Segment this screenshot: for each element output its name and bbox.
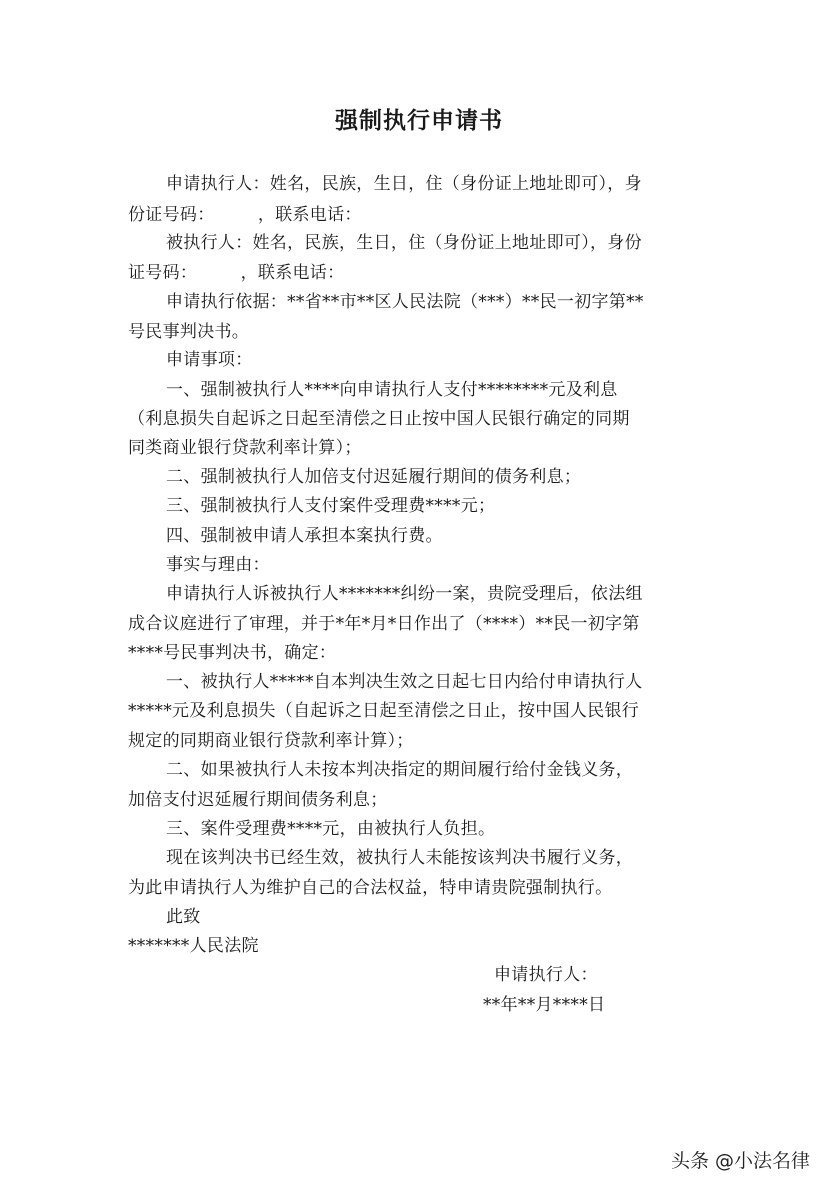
text-line: 申请执行人诉被执行人*******纠纷一案，贵院受理后，依法组 xyxy=(166,584,643,604)
text-line: *****元及利息损失（自起诉之日起至清偿之日止，按中国人民银行 xyxy=(128,701,640,721)
signature-date: **年**月****日 xyxy=(483,995,606,1015)
text-line: 为此申请执行人为维护自己的合法权益，特申请贵院强制执行。 xyxy=(128,878,613,898)
section-heading: 申请事项： xyxy=(166,350,253,370)
text-line: 一、被执行人*****自本判决生效之日起七日内给付申请执行人 xyxy=(166,672,643,692)
text-line: 被执行人：姓名，民族，生日，住（身份证上地址即可），身份 xyxy=(166,233,642,253)
text-line: ****号民事判决书，确定： xyxy=(128,643,337,663)
text-line: （利息损失自起诉之日起至清偿之日止按中国人民银行确定的同期 xyxy=(128,409,630,429)
text-line: 号民事判决书。 xyxy=(128,322,250,342)
text-line: 加倍支付迟延履行期间债务利息； xyxy=(128,790,388,810)
text-line: 成合议庭进行了审理，并于*年*月*日作出了（****）**民一初字第 xyxy=(128,614,640,634)
section-heading: 事实与理由： xyxy=(166,555,270,575)
text-line: 三、强制被执行人支付案件受理费****元； xyxy=(166,496,496,516)
text-line: 四、强制被申请人承担本案执行费。 xyxy=(166,526,443,546)
text-line: 同类商业银行贷款利率计算）； xyxy=(128,438,362,458)
text-line: 份证号码： ，联系电话： xyxy=(128,205,362,225)
text-line: 二、强制被执行人加倍支付迟延履行期间的债务利息； xyxy=(166,467,582,487)
document-title: 强制执行申请书 xyxy=(335,108,503,134)
text-line: 二、如果被执行人未按本判决指定的期间履行给付金钱义务， xyxy=(166,760,634,780)
text-line: 规定的同期商业银行贷款利率计算）； xyxy=(128,731,414,751)
court-addressee: *******人民法院 xyxy=(128,936,259,956)
text-line: 现在该判决书已经生效，被执行人未能按该判决书履行义务， xyxy=(166,848,634,868)
text-line: 证号码： ，联系电话： xyxy=(128,263,345,283)
closing-salutation: 此致 xyxy=(166,907,201,927)
text-line: 申请执行依据：**省**市**区人民法院（***）**民一初字第** xyxy=(166,292,644,312)
applicant-signature-label: 申请执行人： xyxy=(494,965,598,985)
text-line: 申请执行人：姓名，民族，生日，住（身份证上地址即可），身 xyxy=(166,174,642,194)
watermark: 头条 @小法名律 xyxy=(670,1150,810,1172)
text-line: 三、案件受理费****元，由被执行人负担。 xyxy=(166,819,496,839)
text-line: 一、强制被执行人****向申请执行人支付********元及利息 xyxy=(166,380,618,400)
